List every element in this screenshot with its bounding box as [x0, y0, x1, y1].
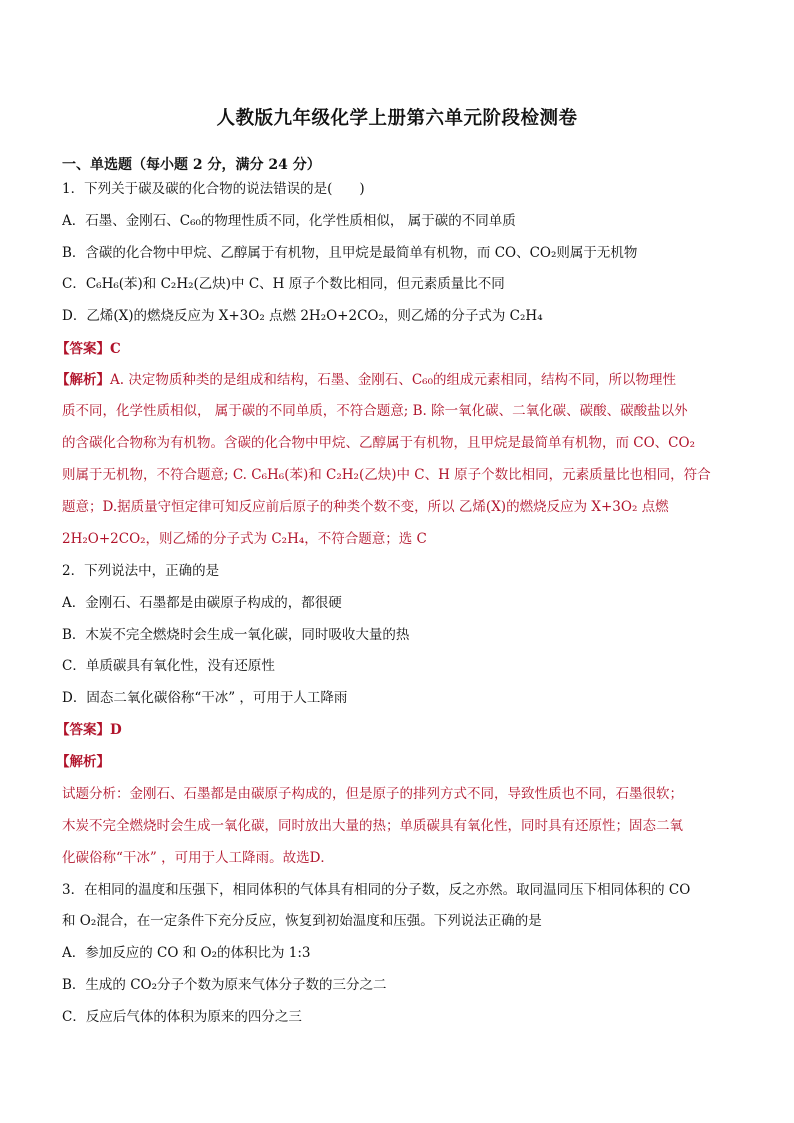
q1-analysis-line-6: 2H₂O+2CO₂，则乙烯的分子式为 C₂H₄，不符合题意；选 C	[62, 531, 427, 547]
q1-analysis-line-3: 的含碳化合物称为有机物。含碳的化合物中甲烷、乙醇属于有机物，且甲烷是最简单有机物，而 CO、CO₂	[62, 435, 695, 451]
q3-stem-line-2: 和 O₂混合，在一定条件下充分反应，恢复到初始温度和压强。下列说法正确的是	[62, 913, 542, 929]
q1-analysis-line-1: 【解析】A. 决定物质种类的是组成和结构，石墨、金刚石、C₆₀的组成元素相同，结构不同，所以物理性	[56, 372, 676, 388]
q1-option-b: B．含碳的化合物中甲烷、乙醇属于有机物，且甲烷是最简单有机物，而 CO、CO₂则属于无机物	[62, 245, 638, 261]
q2-option-a: A．金刚石、石墨都是由碳原子构成的，都很硬	[62, 595, 342, 611]
q2-analysis-line-3: 化碳俗称“干冰” ，可用于人工降雨。故选D．	[62, 850, 334, 866]
q2-analysis-line-2: 木炭不完全燃烧时会生成一氧化碳，同时放出大量的热；单质碳具有氧化性，同时具有还原性；固态二氧	[62, 818, 683, 834]
q1-analysis-line-5: 题意；D.据质量守恒定律可知反应前后原子的种类个数不变，所以 乙烯(X)的燃烧反应为 X+3O₂ 点燃	[62, 499, 669, 515]
q1-answer: 【答案】C	[56, 341, 121, 357]
q1-analysis-label: 【解析】	[56, 372, 110, 388]
q3-option-c: C．反应后气体的体积为原来的四分之三	[62, 1009, 302, 1025]
q3-option-a: A．参加反应的 CO 和 O₂的体积比为 1:3	[62, 945, 311, 961]
document-title: 人教版九年级化学上册第六单元阶段检测卷	[216, 108, 578, 129]
q2-analysis-label: 【解析】	[56, 754, 110, 770]
q2-option-c: C．单质碳具有氧化性，没有还原性	[62, 658, 275, 674]
q1-analysis-line-4: 则属于无机物，不符合题意; C. C₆H₆(苯)和 C₂H₂(乙炔)中 C、H 原子个数比相同，元素质量比也相同，符合	[62, 467, 711, 483]
q1-option-d: D．乙烯(X)的燃烧反应为 X+3O₂ 点燃 2H₂O+2CO₂，则乙烯的分子式为 C₂H₄	[62, 308, 543, 324]
q1-analysis-line-2: 质不同，化学性质相似， 属于碳的不同单质，不符合题意; B. 除一氧化碳、二氧化碳、碳酸、碳酸盐以外	[62, 403, 688, 419]
section-heading: 一、单选题（每小题 2 分，满分 24 分）	[62, 157, 321, 173]
q2-option-b: B．木炭不完全燃烧时会生成一氧化碳，同时吸收大量的热	[62, 627, 410, 643]
q1-stem: 1．下列关于碳及碳的化合物的说法错误的是( )	[62, 181, 365, 197]
q2-analysis-line-1: 试题分析：金刚石、石墨都是由碳原子构成的，但是原子的排列方式不同，导致性质也不同，石墨很软；	[62, 786, 683, 802]
q1-option-a: A．石墨、金刚石、C₆₀的物理性质不同，化学性质相似， 属于碳的不同单质	[62, 213, 516, 229]
q3-option-b: B．生成的 CO₂分子个数为原来气体分子数的三分之二	[62, 977, 387, 993]
q2-stem: 2．下列说法中，正确的是	[62, 563, 220, 579]
q1-option-c: C．C₆H₆(苯)和 C₂H₂(乙炔)中 C、H 原子个数比相同，但元素质量比不同	[62, 276, 505, 292]
q3-stem-line-1: 3．在相同的温度和压强下，相同体积的气体具有相同的分子数，反之亦然。取同温同压下相同体积的 CO	[62, 882, 691, 898]
q2-answer: 【答案】D	[56, 722, 122, 738]
q2-option-d: D．固态二氧化碳俗称“干冰” ，可用于人工降雨	[62, 690, 348, 706]
